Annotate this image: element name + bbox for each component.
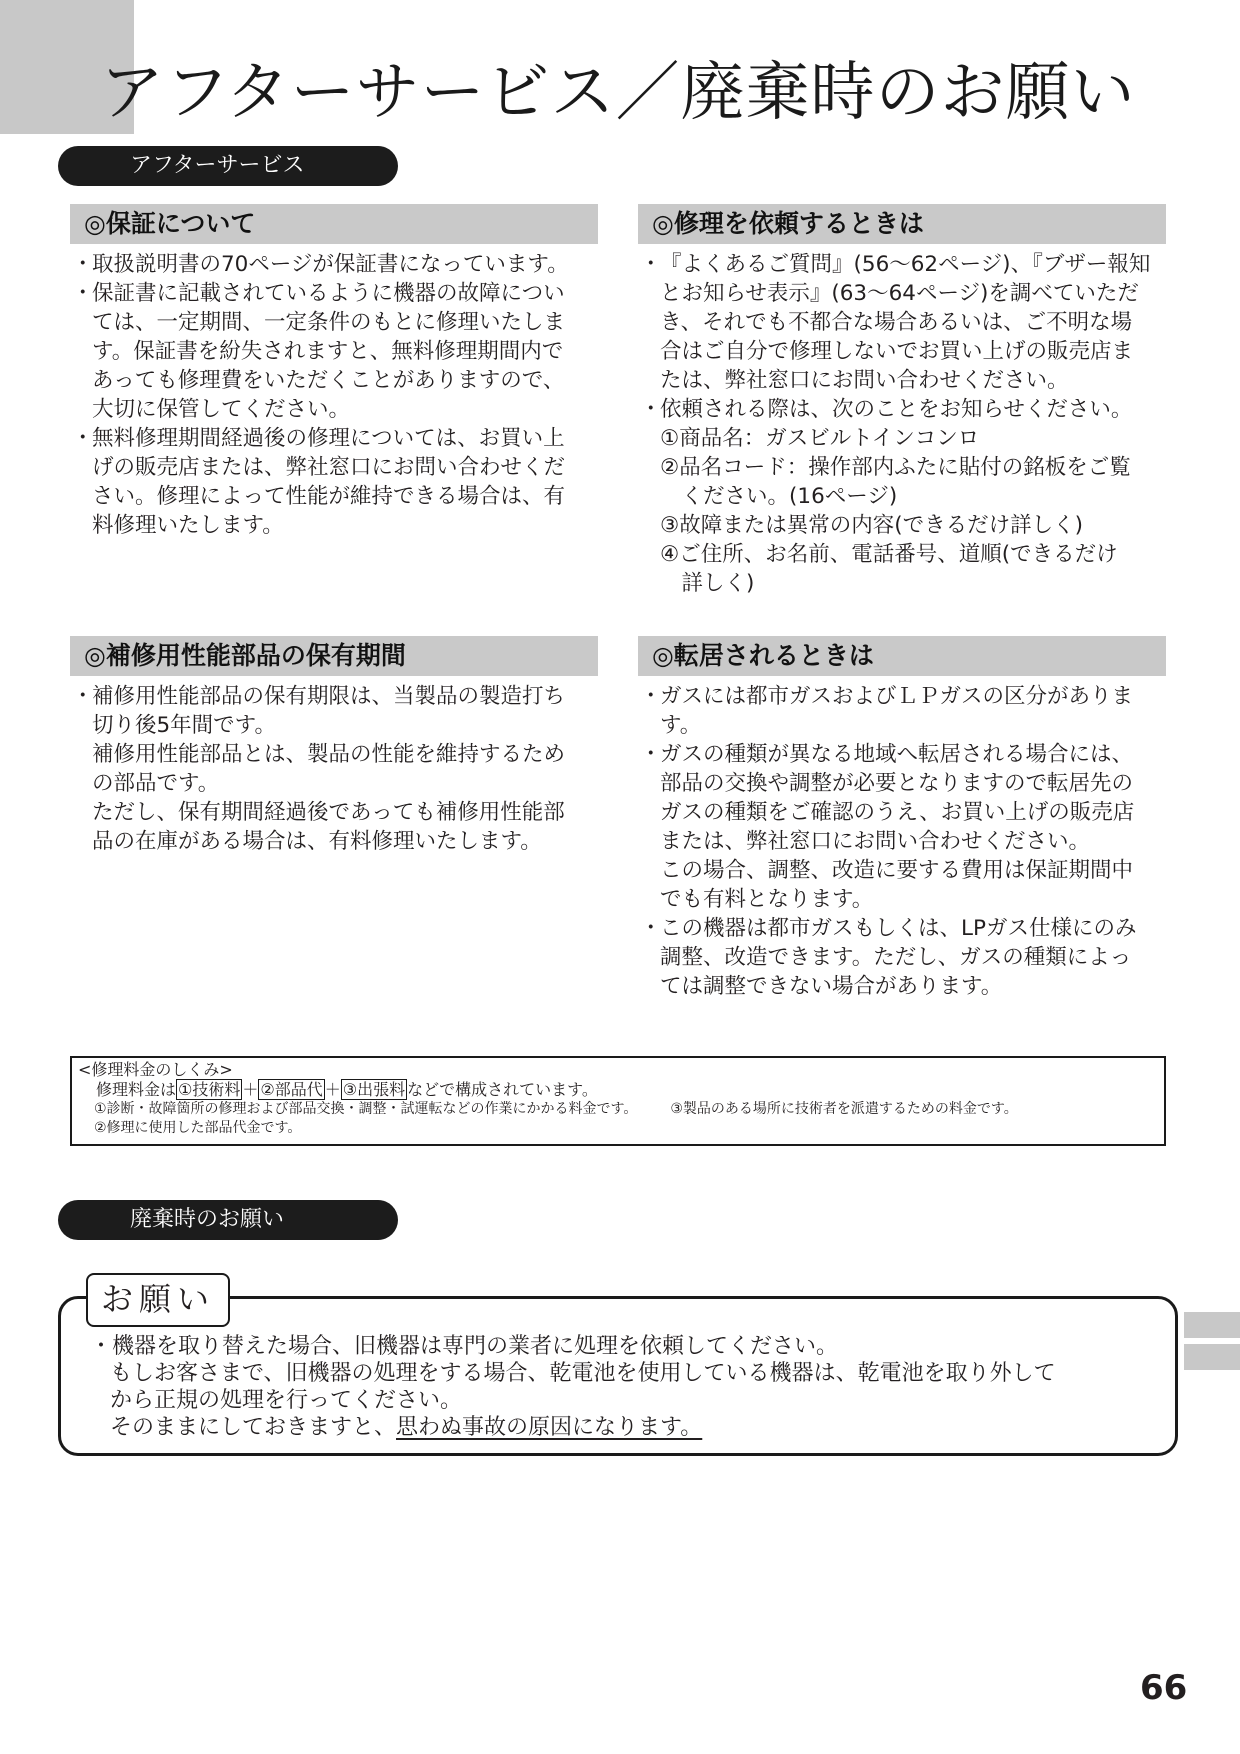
section-warranty [70, 204, 598, 540]
fee-heading: <修理料金のしくみ> [78, 1060, 233, 1079]
warranty-list [70, 250, 598, 540]
fee-item-tech: ①技術料 [178, 1080, 241, 1099]
section-heading-parts-period: ◎補修用性能部品の保有期間 [70, 636, 598, 676]
list-item: ・ 無料修理期間経過後の修理については、お買い上 げの販売店または、弊社窓口にお問い合わせくだ さい。修理によって性能が維持できる場合は、有 料修理いたします。 [72, 426, 566, 538]
list-item: ・ この機器は都市ガスもしくは、LPガス仕様にのみ 調整、改造できます。ただし、ガスの種類によっ ては調整できない場合があります。 [640, 916, 1137, 999]
side-tab-marker-lower [1184, 1344, 1240, 1370]
notice-line: もしお客さまで、旧機器の処理をする場合、乾電池を使用している機器は、乾電池を取り外して [110, 1361, 1056, 1386]
fee-formula: 修理料金は ①技術料 ＋ ②部品代 ＋ ③出張料 などで構成されています。 [96, 1080, 598, 1099]
repair-request-list [638, 250, 1166, 598]
section-heading-repair-request: ◎修理を依頼するときは [638, 204, 1166, 244]
side-tab-marker-upper [1184, 1312, 1240, 1338]
section-pill-after-service: アフターサービス [58, 146, 398, 186]
list-item: ・ 取扱説明書の70ページが保証書になっています。 [72, 252, 569, 277]
moving-list [638, 682, 1166, 1001]
list-item: ・ 保証書に記載されているように機器の故障につい ては、一定期間、一定条件のもとに修理いたしま す。保証書を紛失されますと、無料修理期間内で あっても修理費をいただくことがありますので、 大切に保管してください。 [72, 281, 566, 422]
list-item: ・ 補修用性能部品の保有期限は、当製品の製造打ち 切り後5年間です。 補修用性能部品とは、製品の性能を維持するため の部品です。 ただし、保有期間経過後であっても補修用性能部 品の在庫がある場合は、有料修理いたします。 [72, 684, 566, 854]
fee-note-2: ②修理に使用した部品代金です。 [94, 1120, 302, 1136]
section-heading-warranty: ◎保証について [70, 204, 598, 244]
request-notice-label: お願い [86, 1273, 230, 1327]
request-notice-text [90, 1333, 1150, 1441]
section-pill-disposal: 廃棄時のお願い [58, 1200, 398, 1240]
list-item: ・ ガスには都市ガスおよびＬＰガスの区分があります。 [640, 684, 1134, 738]
notice-line: から正規の処理を行ってください。 [110, 1388, 463, 1413]
list-item: ・ ガスの種類が異なる地域へ転居される場合には、 部品の交換や調整が必要となりますので転居先の ガスの種類をご確認のうえ、お買い上げの販売店 または、弊社窓口にお問い合わせください。 この場合、調整、改造に要する費用は保証期間中 でも有料となります。 [640, 742, 1135, 912]
warning-underlined-text: 思わぬ事故の原因になります。 [396, 1415, 703, 1440]
fee-note-3: ③製品のある場所に技術者を派遣するための料金です。 [670, 1101, 1018, 1117]
fee-item-travel: ③出張料 [342, 1080, 406, 1099]
list-item: ・ 『よくあるご質問』(56〜62ページ)、『ブザー報知 とお知らせ表示』(63〜64ページ)を調べていただ き、それでも不都合な場合あるいは、ご不明な場 合はご自分で修理しないでお買い上げの販売店ま たは、弊社窓口にお問い合わせください。 [640, 252, 1151, 393]
page-number: 66 [1140, 1668, 1188, 1708]
fee-note-row [78, 1100, 1158, 1119]
fee-note-1: ①診断・故障箇所の修理および部品交換・調整・試運転などの作業にかかる料金です。 [94, 1101, 638, 1117]
notice-line: ・機器を取り替えた場合、旧機器は専門の業者に処理を依頼してください。 [90, 1334, 839, 1359]
section-moving [638, 636, 1166, 1001]
section-repair-request [638, 204, 1166, 598]
parts-period-list [70, 682, 598, 856]
section-heading-moving: ◎転居されるときは [638, 636, 1166, 676]
fee-item-parts: ②部品代 [260, 1080, 323, 1099]
page-title: アフターサービス／廃棄時のお願い [100, 56, 1136, 130]
section-parts-period [70, 636, 598, 856]
list-item: ・ 依頼される際は、次のことをお知らせください。 ①商品名：ガスビルトインコンロ ②品名コード：操作部内ふたに貼付の銘板をご覧 ください。(16ページ) ③故障または異常の内容(できるだけ詳しく) ④ご住所、お名前、電話番号、道順(できるだけ 詳しく) [640, 397, 1133, 596]
repair-fee-box [70, 1056, 1166, 1146]
notice-line: そのままにしておきますと、思わぬ事故の原因になります。 [110, 1415, 703, 1440]
